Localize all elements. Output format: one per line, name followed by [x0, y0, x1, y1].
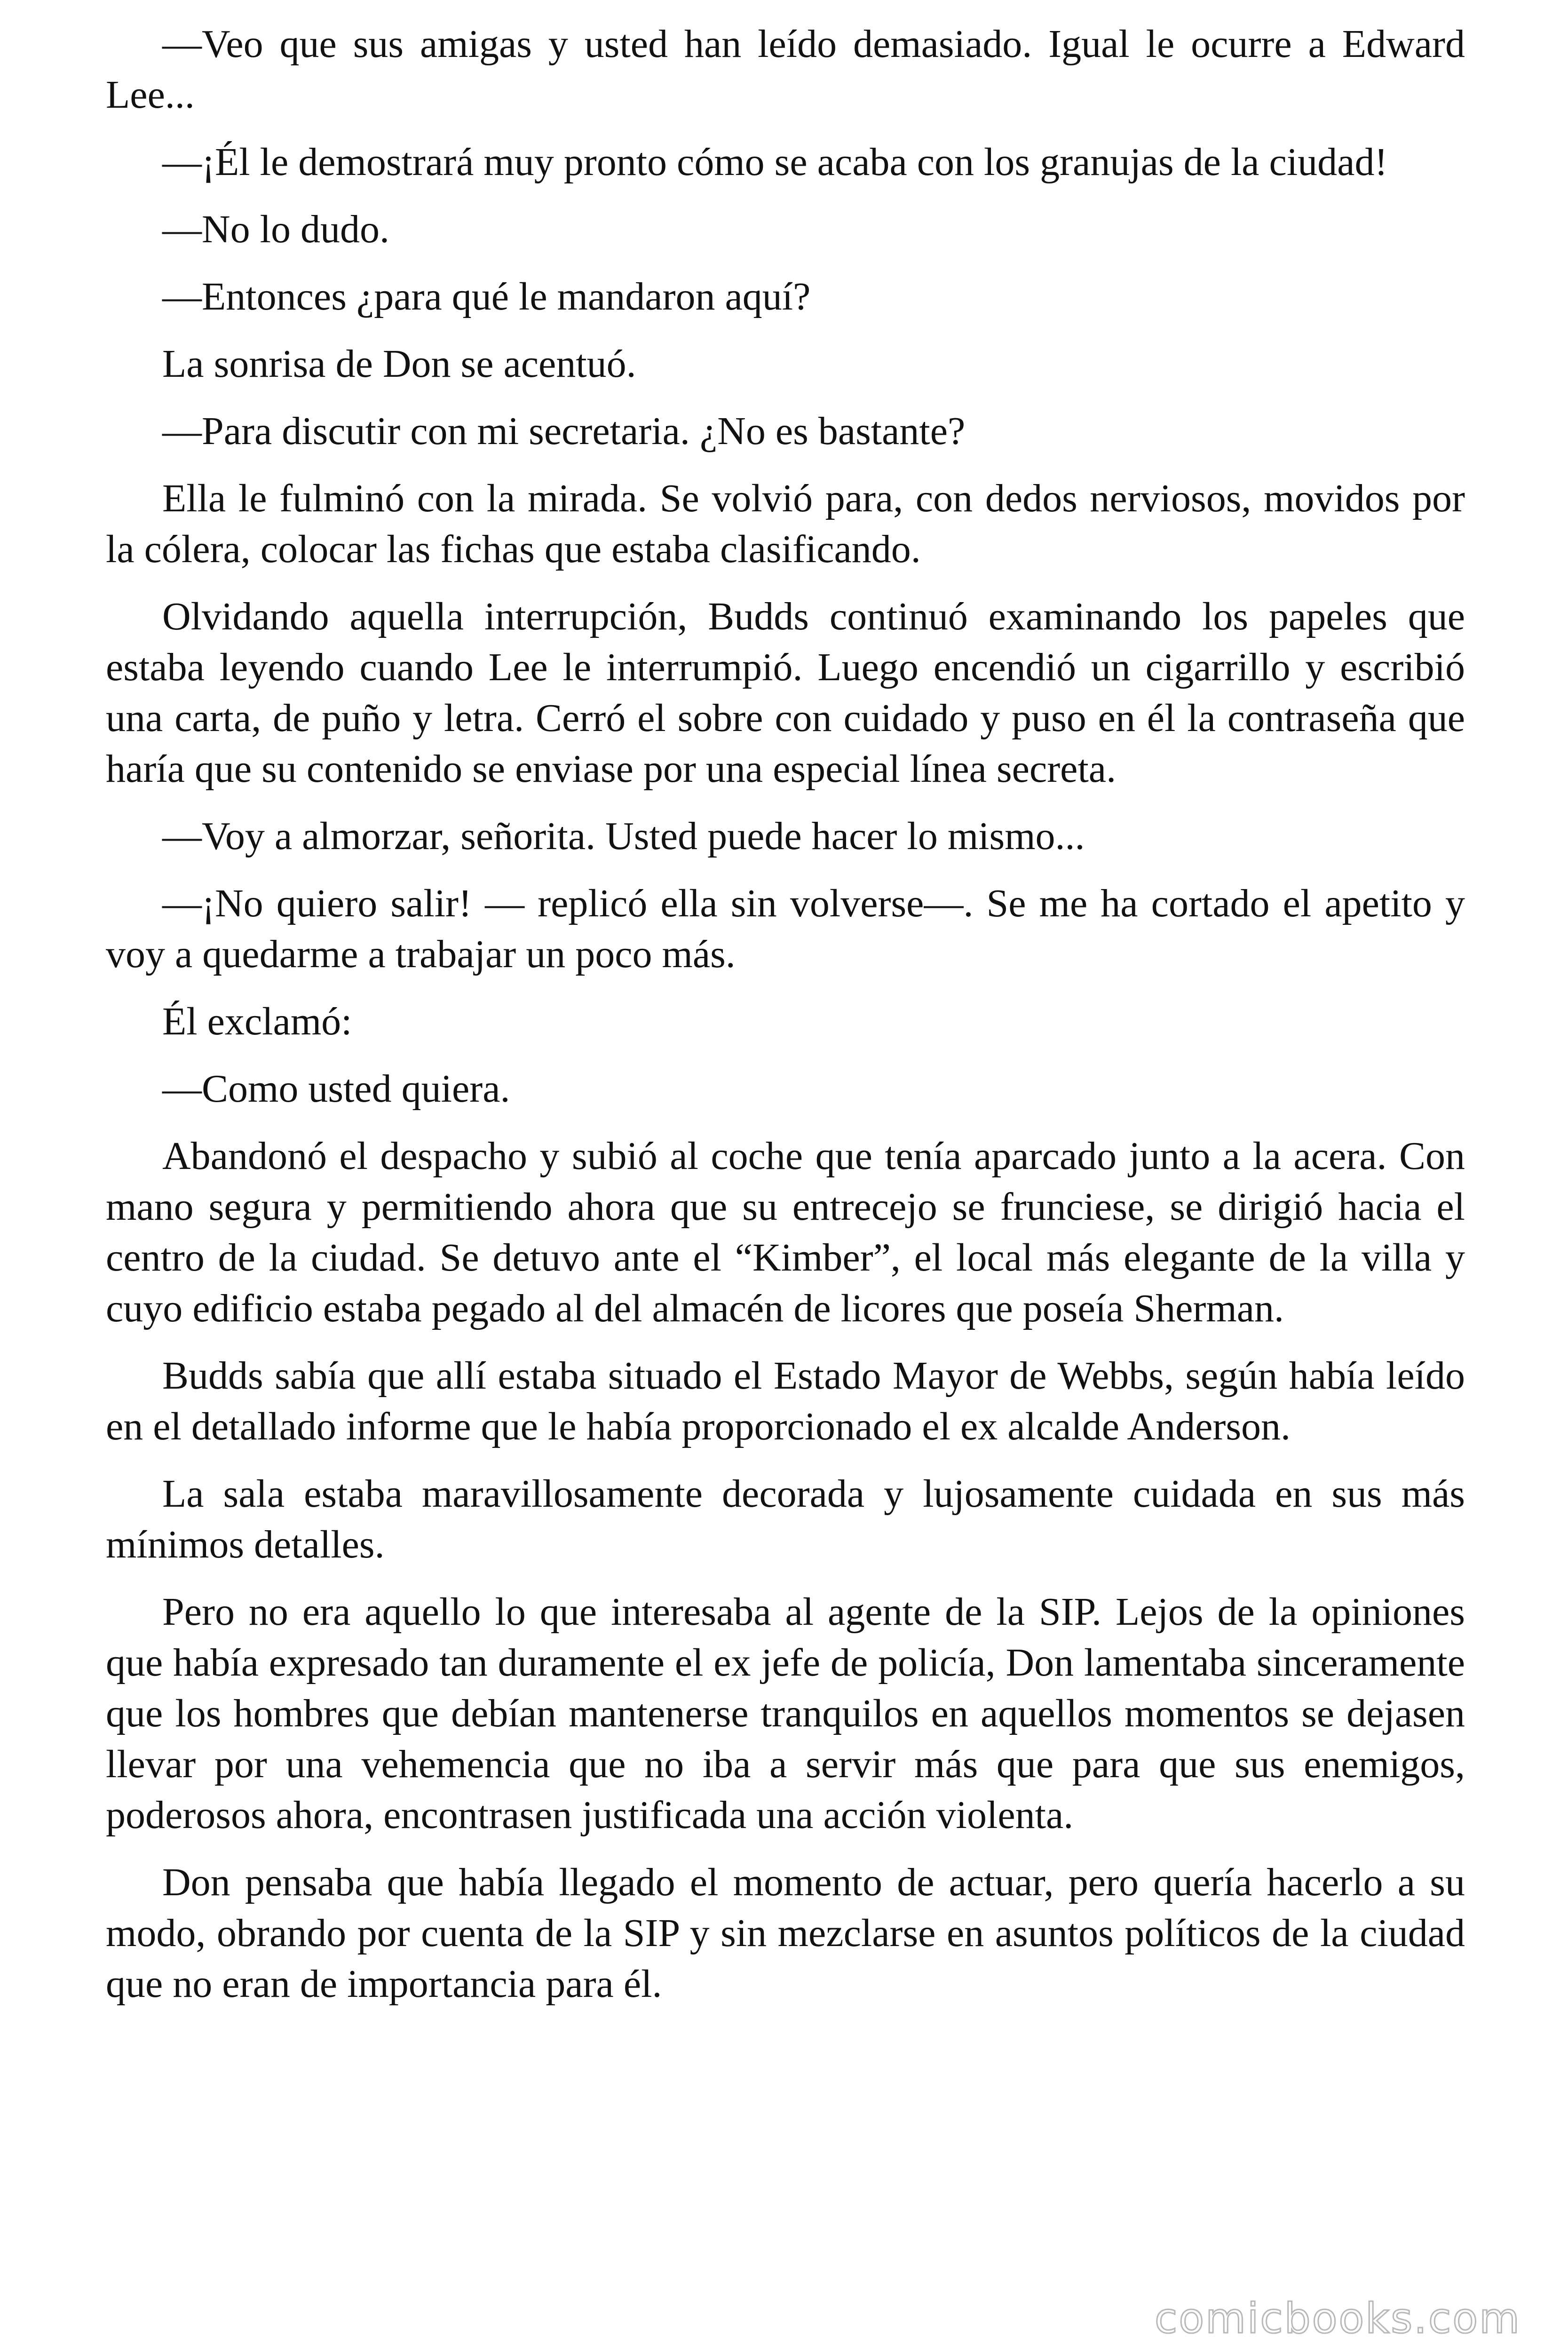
paragraph: —¡No quiero salir! — replicó ella sin volverse—. Se me ha cortado el apetito y voy a quedarme a trabajar un poco más. [106, 882, 1465, 976]
paragraph: —Voy a almorzar, señorita. Usted puede hacer lo mismo... [162, 814, 1085, 858]
paragraph: —Veo que sus amigas y usted han leído demasiado. Igual le ocurre a Edward Lee... [106, 22, 1465, 117]
paragraph: —¡Él le demostrará muy pronto cómo se acaba con los granujas de la ciudad! [162, 140, 1388, 184]
page-body [106, 19, 1465, 2026]
paragraph: —Entonces ¿para qué le mandaron aquí? [162, 275, 811, 318]
paragraph: La sala estaba maravillosamente decorada y lujosamente cuidada en sus más mínimos detalles. [106, 1472, 1465, 1566]
paragraph: —No lo dudo. [162, 207, 389, 251]
paragraph: Pero no era aquello lo que interesaba al agente de la SIP. Lejos de la opiniones que había expresado tan duramente el ex jefe de policía, Don lamentaba sinceramente que los hombres que debían mantenerse tranquilos en aquellos momentos se dejasen llevar por una vehemencia que no iba a servir más que para que sus enemigos, poderosos ahora, encontrasen justificada una acción violenta. [106, 1590, 1465, 1837]
paragraph: Abandonó el despacho y subió al coche que tenía aparcado junto a la acera. Con mano segura y permitiendo ahora que su entrecejo se frunciese, se dirigió hacia el centro de la ciudad. Se detuvo ante el “Kimber”, el local más elegante de la villa y cuyo edificio estaba pegado al del almacén de licores que poseía Sherman. [106, 1134, 1465, 1330]
paragraph: —Como usted quiera. [162, 1067, 510, 1111]
paragraph: Don pensaba que había llegado el momento de actuar, pero quería hacerlo a su modo, obrando por cuenta de la SIP y sin mezclarse en asuntos políticos de la ciudad que no eran de importancia para él. [106, 1860, 1465, 2006]
paragraph: —Para discutir con mi secretaria. ¿No es bastante? [162, 409, 966, 453]
watermark: comicbooks.com [1154, 2294, 1521, 2343]
paragraph: Ella le fulminó con la mirada. Se volvió para, con dedos nerviosos, movidos por la cólera, colocar las fichas que estaba clasificando. [106, 477, 1465, 571]
paragraph: Él exclamó: [162, 1000, 352, 1043]
paragraph: La sonrisa de Don se acentuó. [162, 342, 636, 386]
paragraph: Budds sabía que allí estaba situado el Estado Mayor de Webbs, según había leído en el detallado informe que le había proporcionado el ex alcalde Anderson. [106, 1354, 1465, 1448]
paragraph: Olvidando aquella interrupción, Budds continuó examinando los papeles que estaba leyendo cuando Lee le interrumpió. Luego encendió un cigarrillo y escribió una carta, de puño y letra. Cerró el sobre con cuidado y puso en él la contraseña que haría que su contenido se enviase por una especial línea secreta. [106, 595, 1465, 791]
